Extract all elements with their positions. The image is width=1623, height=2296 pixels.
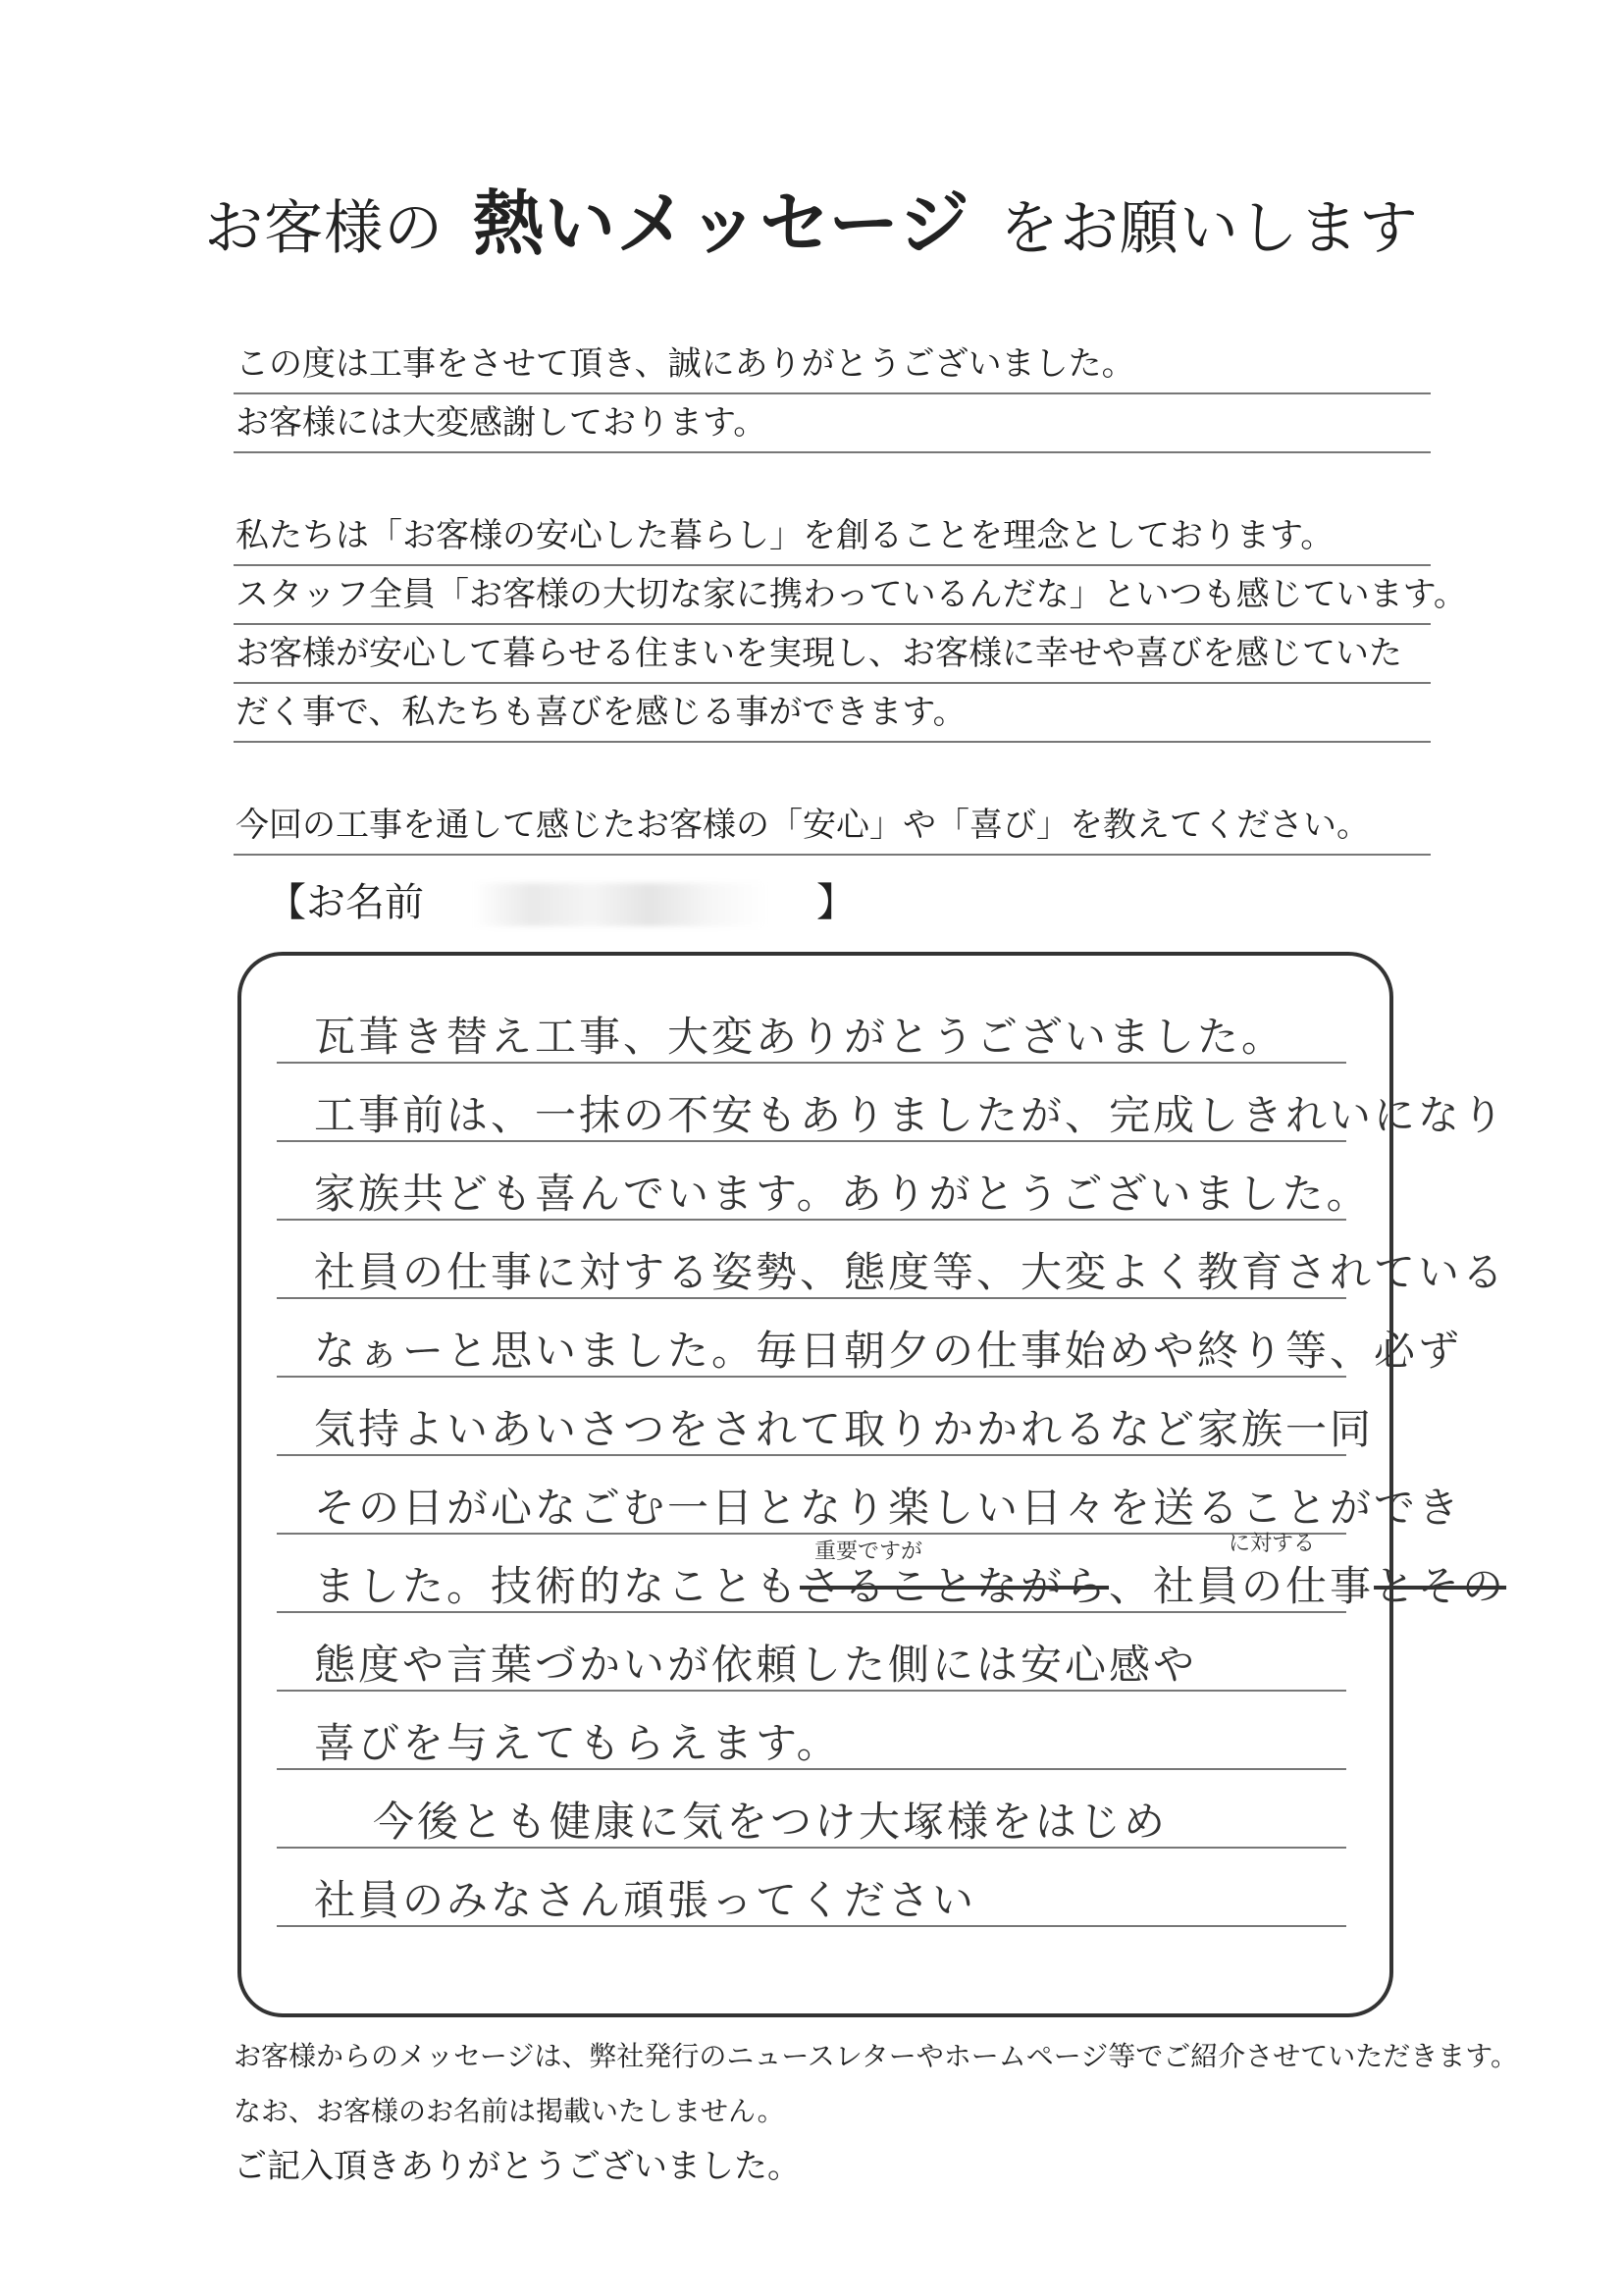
name-close-bracket: 】 (816, 880, 856, 925)
handwritten-line: 工事前は、一抹の不安もありましたが、完成しきれいになり (314, 1091, 1507, 1139)
inserted-note: 重要ですが (814, 1539, 923, 1564)
page-title (0, 167, 1623, 269)
intro-block (234, 336, 1467, 856)
struck-text: さることながら (800, 1562, 1110, 1610)
handwritten-line: 態度や言葉づかいが依頼した側には安心感や (314, 1641, 1198, 1689)
handwritten-line: 瓦葺き替え工事、大変ありがとうございました。 (314, 1013, 1286, 1061)
printed-line: お客様には大変感謝しております。 (234, 394, 1431, 453)
struck-text: とその (1374, 1562, 1507, 1610)
footer-thanks: ご記入頂きありがとうございました。 (234, 2147, 801, 2186)
name-label: 【お名前 (267, 880, 424, 925)
handwritten-text: 、社員の仕事 (1109, 1562, 1375, 1610)
printed-line: だく事で、私たちも喜びを感じる事ができます。 (234, 684, 1431, 743)
handwritten-line: 社員の仕事に対する姿勢、態度等、大変よく教育されている (314, 1248, 1507, 1296)
printed-line: 私たちは「お客様の安心した暮らし」を創ることを理念としております。 (234, 507, 1431, 566)
name-field (267, 871, 875, 927)
printed-line: スタッフ全員「お客様の大切な家に携わっているんだな」といつも感じています。 (234, 566, 1431, 625)
handwritten-line: 喜びを与えてもらえます。 (314, 1719, 841, 1767)
printed-line: お客様が安心して暮らせる住まいを実現し、お客様に幸せや喜びを感じていた (234, 625, 1431, 684)
inserted-note: に対する (1229, 1532, 1316, 1556)
handwritten-line: 気持よいあいさつをされて取りかかれるなど家族一同 (314, 1405, 1375, 1453)
handwritten-line: 社員のみなさん頑張ってください (314, 1876, 977, 1924)
printed-line: この度は工事をさせて頂き、誠にありがとうございました。 (234, 336, 1431, 394)
handwritten-line: なぁーと思いました。毎日朝夕の仕事始めや終り等、必ず (314, 1327, 1463, 1375)
handwritten-line: その日が心なごむ一日となり楽しい日々を送ることができ (314, 1484, 1463, 1532)
printed-line: 今回の工事を通して感じたお客様の「安心」や「喜び」を教えてください。 (234, 797, 1431, 856)
handwritten-line: 今後とも健康に気をつけ大塚様をはじめ (373, 1798, 1169, 1846)
redacted-name (473, 883, 767, 926)
title-pre: お客様の (204, 194, 445, 263)
handwritten-line: 家族共ども喜んでいます。ありがとうございました。 (314, 1170, 1371, 1218)
title-post: をお願いします (999, 194, 1419, 263)
footer-note: お客様からのメッセージは、弊社発行のニュースレターやホームページ等でご紹介させていただきます。 (234, 2040, 1519, 2072)
footer-note: なお、お客様のお名前は掲載いたしません。 (234, 2095, 785, 2127)
title-emphasis: 熱いメッセージ (473, 183, 970, 265)
handwritten-text: ました。技術的なことも (314, 1562, 801, 1610)
